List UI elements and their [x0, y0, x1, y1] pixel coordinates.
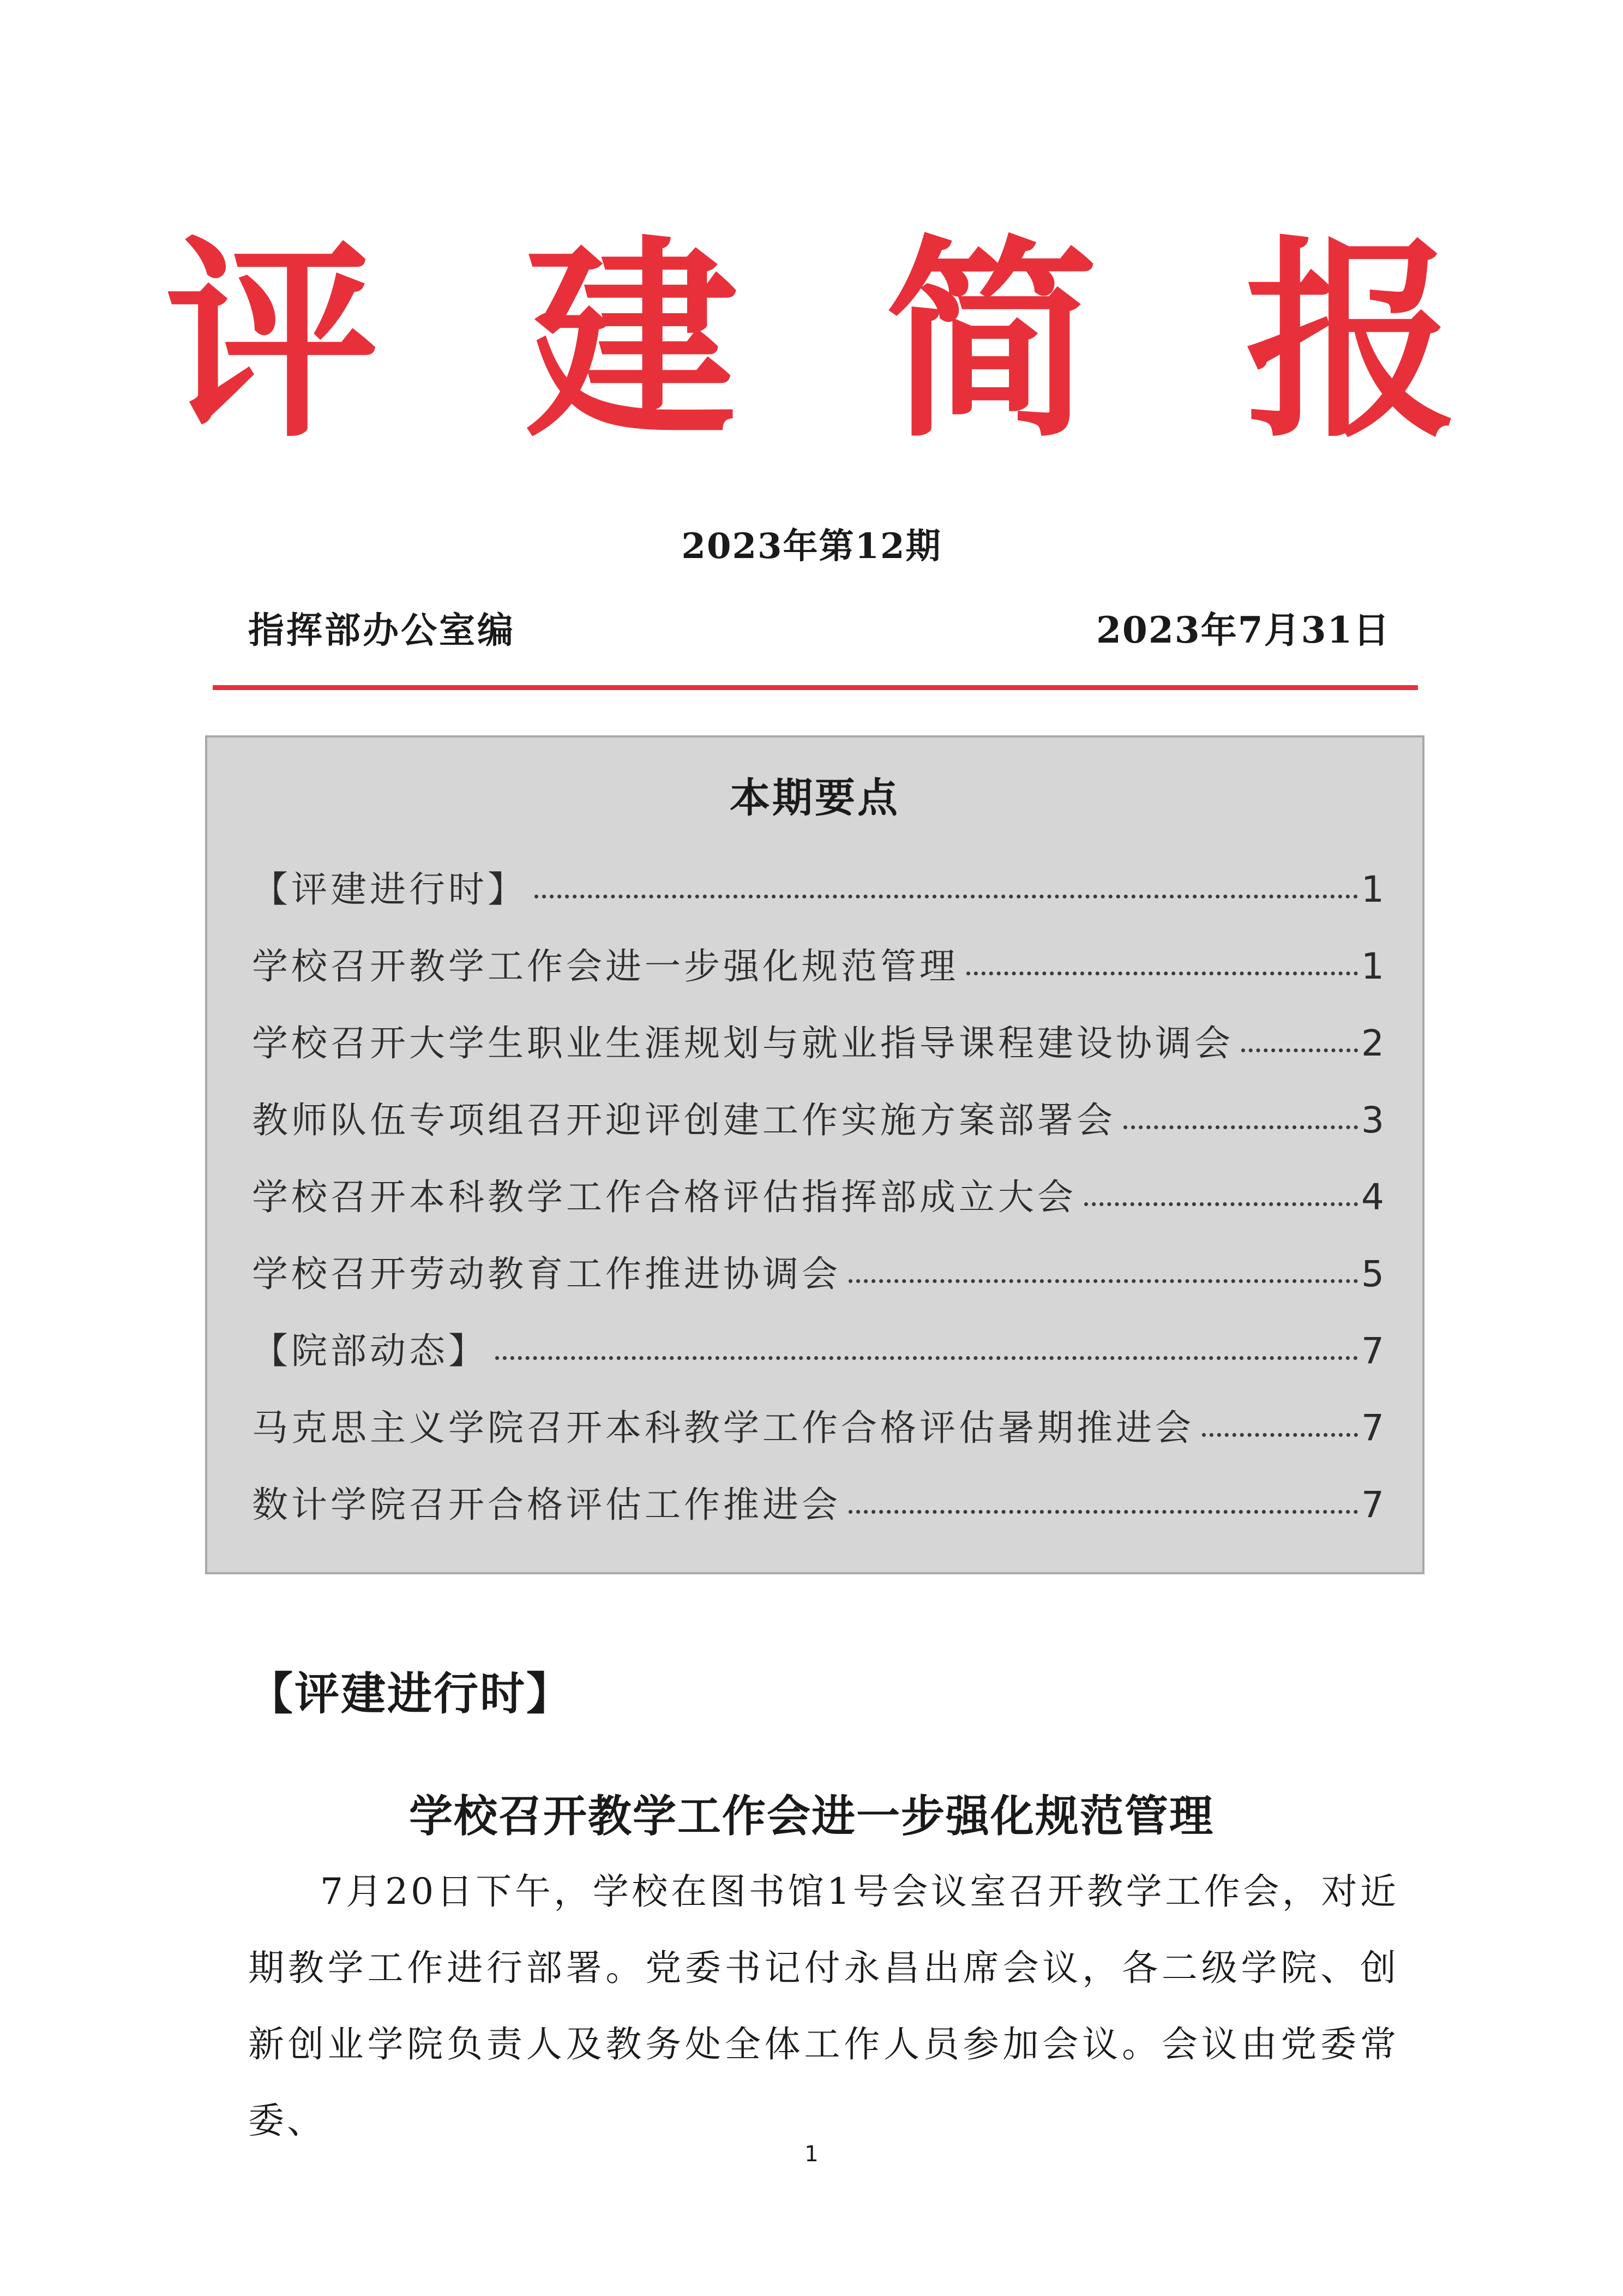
issue-number: 2023年第12期	[681, 526, 942, 567]
masthead-char: 报	[1245, 216, 1458, 466]
article-body: 7月20日下午，学校在图书馆1号会议室召开教学工作会，对近期教学工作进行部署。党委书记付永昌出席会议，各二级学院、创新创业学院负责人及教务处全体工作人员参加会议。会议由党委常委、	[248, 1871, 1399, 2142]
toc-item[interactable]	[252, 1476, 1384, 1552]
toc-item-page: 4	[1361, 1176, 1384, 1218]
toc-item-text: 学校召开大学生职业生涯规划与就业指导课程建设协调会	[252, 1022, 1234, 1064]
toc-item[interactable]	[252, 1168, 1384, 1245]
toc-item-text: 学校召开劳动教育工作推进协调会	[252, 1253, 841, 1295]
toc-leader-dots	[495, 1356, 1358, 1360]
toc-leader-dots	[1084, 1202, 1358, 1206]
masthead-char: 评	[165, 216, 378, 466]
toc-list	[252, 860, 1384, 1552]
toc-item-text: 马克思主义学院召开本科教学工作合格评估暑期推进会	[252, 1407, 1194, 1449]
toc-item[interactable]	[252, 1322, 1384, 1399]
toc-item-text: 学校召开教学工作会进一步强化规范管理	[252, 945, 959, 987]
toc-item-text: 【院部动态】	[252, 1330, 488, 1372]
toc-item-page: 1	[1361, 868, 1384, 910]
toc-leader-dots	[966, 972, 1358, 975]
toc-item-page: 7	[1361, 1484, 1384, 1526]
toc-item[interactable]	[252, 1245, 1384, 1322]
toc-item-page: 2	[1361, 1022, 1384, 1064]
publication-date: 2023年7月31日	[1096, 609, 1391, 651]
masthead-char: 简	[885, 216, 1098, 466]
toc-title: 本期要点	[730, 775, 900, 822]
toc-item-text: 数计学院召开合格评估工作推进会	[252, 1484, 841, 1526]
toc-box	[205, 735, 1424, 1574]
toc-leader-dots	[1202, 1433, 1358, 1437]
toc-leader-dots	[534, 895, 1358, 898]
toc-item[interactable]	[252, 860, 1384, 937]
toc-item-page: 7	[1361, 1407, 1384, 1449]
toc-item[interactable]	[252, 1014, 1384, 1091]
toc-leader-dots	[849, 1279, 1358, 1283]
toc-leader-dots	[1241, 1048, 1358, 1052]
editor-line: 指挥部办公室编	[248, 609, 515, 651]
toc-item-text: 学校召开本科教学工作合格评估指挥部成立大会	[252, 1176, 1077, 1218]
article-title: 学校召开教学工作会进一步强化规范管理	[409, 1790, 1214, 1842]
toc-leader-dots	[849, 1510, 1358, 1514]
toc-item[interactable]	[252, 937, 1384, 1014]
toc-item-page: 7	[1361, 1330, 1384, 1372]
toc-item-page: 1	[1361, 945, 1384, 987]
toc-leader-dots	[1123, 1125, 1358, 1129]
toc-item-page: 5	[1361, 1253, 1384, 1295]
toc-item[interactable]	[252, 1091, 1384, 1168]
section-heading: 【评建进行时】	[248, 1668, 573, 1720]
page-number: 1	[804, 2142, 819, 2167]
toc-item-page: 3	[1361, 1099, 1384, 1141]
toc-item-text: 【评建进行时】	[252, 868, 527, 910]
toc-item[interactable]	[252, 1399, 1384, 1476]
masthead-title	[0, 216, 1623, 466]
toc-item-text: 教师队伍专项组召开迎评创建工作实施方案部署会	[252, 1099, 1116, 1141]
masthead-char: 建	[525, 216, 738, 466]
red-divider	[213, 685, 1418, 690]
